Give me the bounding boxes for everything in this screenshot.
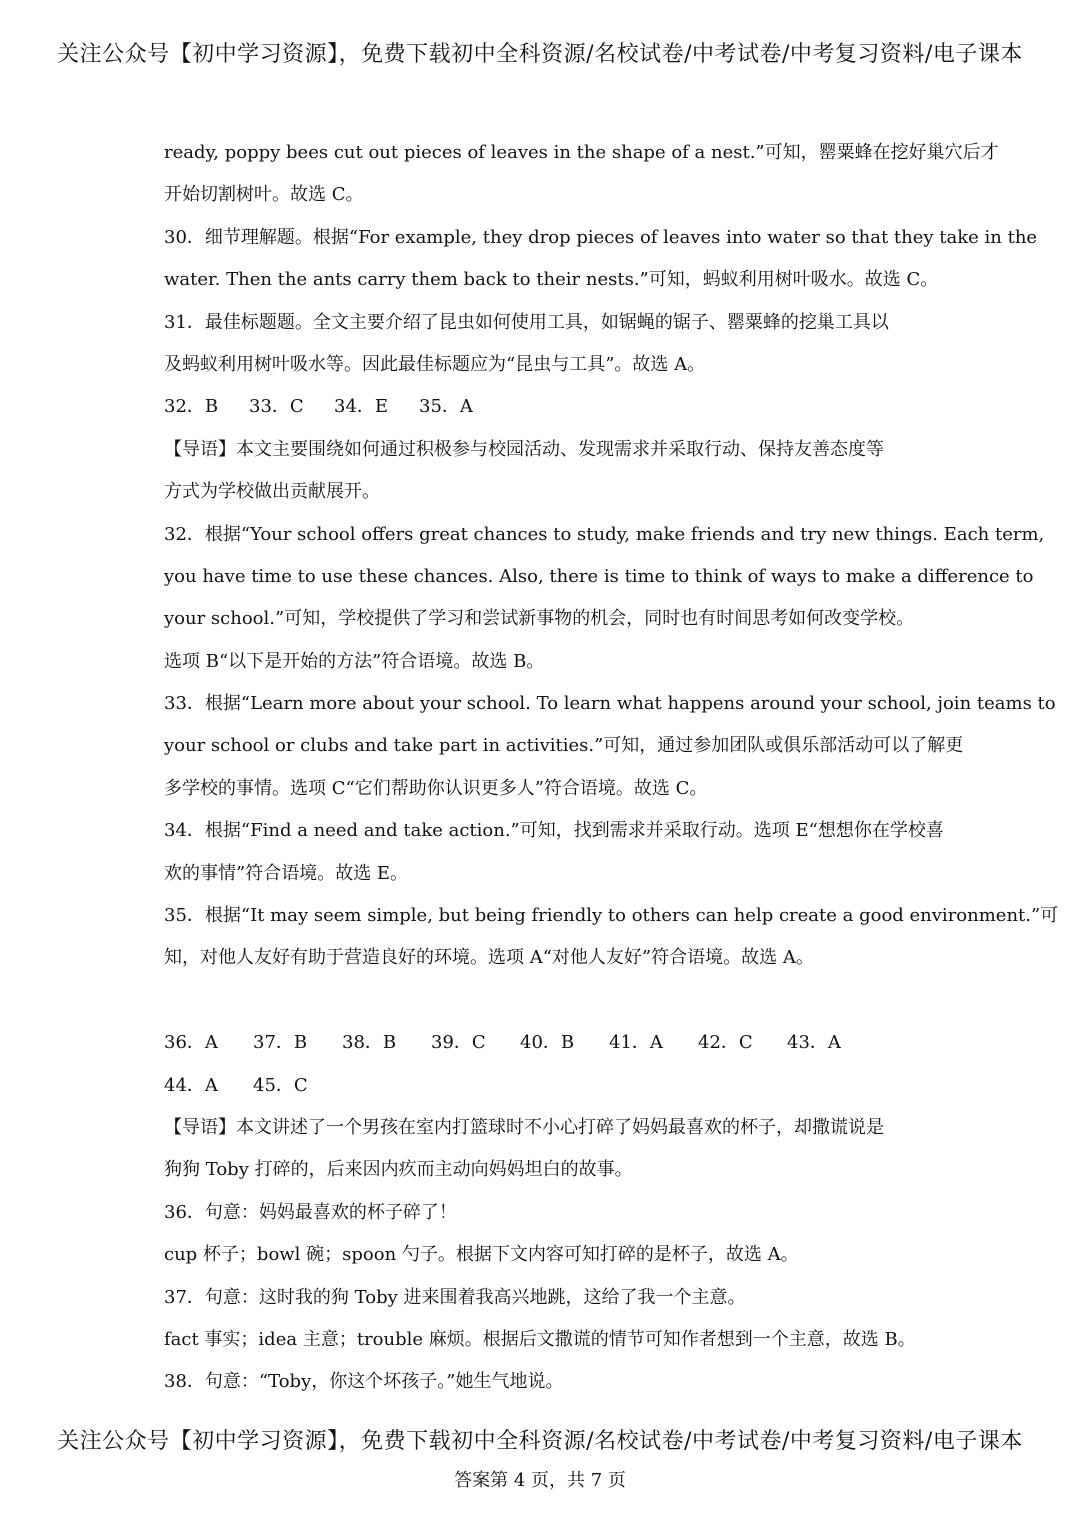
text-line: ready, poppy bees cut out pieces of leaves in the shape of a nest.”可知，罂粟蜂在挖好巢穴后才	[164, 142, 999, 163]
text-line: 33．根据“Learn more about your school. To learn what happens around your school, join teams to	[164, 693, 1056, 715]
text-line: cup 杯子；bowl 碗；spoon 勺子。根据下文内容可知打碎的是杯子，故选 A。	[164, 1244, 799, 1266]
text-line: 方式为学校做出贡献展开。	[164, 481, 380, 503]
text-line: you have time to use these chances. Also, there is time to think of ways to make a difference to	[164, 565, 1034, 587]
answer-item: 37．B	[253, 1032, 308, 1054]
text-line: 38．句意：“Toby，你这个坏孩子。”她生气地说。	[164, 1371, 564, 1393]
footer-banner: 关注公众号【初中学习资源】，免费下载初中全科资源/名校试卷/中考试卷/中考复习资料/电子课本	[57, 1429, 1023, 1454]
text-line: 知，对他人友好有助于营造良好的环境。选项 A“对他人友好”符合语境。故选 A。	[164, 947, 814, 969]
answer-item: 36．A	[164, 1032, 218, 1054]
text-line: 37．句意：这时我的狗 Toby 进来围着我高兴地跳，这给了我一个主意。	[164, 1286, 746, 1308]
text-line: 狗狗 Toby 打碎的，后来因内疚而主动向妈妈坦白的故事。	[164, 1159, 633, 1181]
answer-key-row	[164, 392, 934, 434]
text-line: fact 事实；idea 主意；trouble 麻烦。根据后文撒谎的情节可知作者想到一个主意，故选 B。	[164, 1328, 916, 1350]
section-spacer	[164, 986, 934, 1028]
text-line: 31．最佳标题题。全文主要介绍了昆虫如何使用工具，如锯蝇的锯子、罂粟蜂的挖巢工具以	[164, 311, 889, 333]
text-line: 32．根据“Your school offers great chances to study, make friends and try new things. Each term,	[164, 523, 1045, 545]
answer-item: 34．E	[334, 396, 389, 418]
answer-item: 44．A	[164, 1074, 218, 1096]
answer-item: 39．C	[431, 1032, 486, 1054]
page-number: 答案第 4 页，共 7 页	[454, 1470, 626, 1491]
answer-key-row	[164, 1028, 934, 1070]
text-line: 36．句意：妈妈最喜欢的杯子碎了！	[164, 1201, 457, 1223]
answer-item: 41．A	[609, 1032, 663, 1054]
text-line: 多学校的事情。选项 C“它们帮助你认识更多人”符合语境。故选 C。	[164, 777, 708, 799]
text-line: your school or clubs and take part in activities.”可知，通过参加团队或俱乐部活动可以了解更	[164, 735, 964, 757]
answer-item: 32．B	[164, 396, 219, 418]
text-line: 30．细节理解题。根据“For example, they drop pieces of leaves into water so that they take in the	[164, 226, 1038, 248]
text-line: your school.”可知，学校提供了学习和尝试新事物的机会，同时也有时间思考如何改变学校。	[164, 608, 915, 630]
text-line: 开始切割树叶。故选 C。	[164, 184, 364, 206]
text-line: 及蚂蚁利用树叶吸水等。因此最佳标题应为“昆虫与工具”。故选 A。	[164, 353, 706, 375]
answer-content	[164, 138, 1059, 1410]
answer-item: 40．B	[520, 1032, 575, 1054]
text-line: 欢的事情”符合语境。故选 E。	[164, 862, 409, 884]
answer-item: 33．C	[249, 396, 304, 418]
answer-item: 38．B	[342, 1032, 397, 1054]
header-banner: 关注公众号【初中学习资源】，免费下载初中全科资源/名校试卷/中考试卷/中考复习资料/电子课本	[57, 42, 1023, 67]
text-line: 选项 B“以下是开始的方法”符合语境。故选 B。	[164, 650, 545, 672]
answer-item: 43．A	[787, 1032, 841, 1054]
text-line: water. Then the ants carry them back to their nests.”可知，蚂蚁利用树叶吸水。故选 C。	[164, 269, 939, 291]
text-line: 35．根据“It may seem simple, but being friendly to others can help create a good environment.”可	[164, 905, 1059, 927]
answer-item: 35．A	[419, 396, 473, 418]
answer-item: 45．C	[253, 1074, 308, 1096]
answer-key-row	[164, 1071, 934, 1113]
answer-item: 42．C	[698, 1032, 753, 1054]
text-line: 【导语】本文讲述了一个男孩在室内打篮球时不小心打碎了妈妈最喜欢的杯子，却撒谎说是	[164, 1116, 884, 1138]
text-line: 34．根据“Find a need and take action.”可知，找到需求并采取行动。选项 E“想想你在学校喜	[164, 820, 944, 842]
text-line: 【导语】本文主要围绕如何通过积极参与校园活动、发现需求并采取行动、保持友善态度等	[164, 438, 884, 460]
